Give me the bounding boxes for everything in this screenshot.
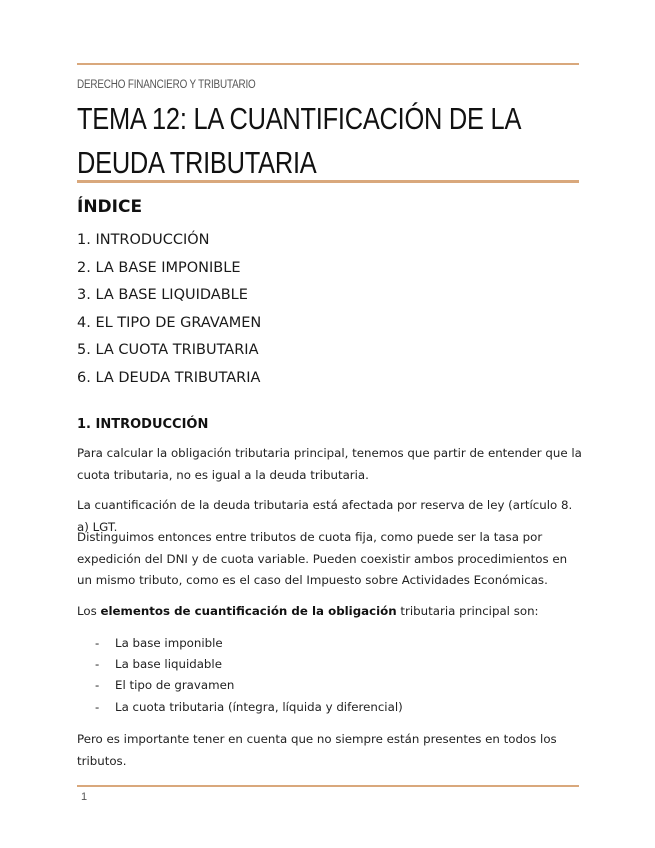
list-item-text: El tipo de gravamen bbox=[115, 678, 235, 693]
table-of-contents bbox=[77, 227, 261, 392]
document-page bbox=[77, 0, 582, 848]
list-item bbox=[77, 654, 403, 675]
paragraph: La cuantificación de la deuda tributaria está afectada por reserva de ley (artículo 8. a) LGT. bbox=[77, 498, 573, 534]
bullet-dash: - bbox=[95, 678, 100, 693]
list-item-text: La base liquidable bbox=[115, 657, 222, 672]
section-heading-introduccion: 1. INTRODUCCIÓN bbox=[77, 417, 209, 432]
subject-label: DERECHO FINANCIERO Y TRIBUTARIO bbox=[77, 79, 256, 91]
bullet-dash: - bbox=[95, 657, 100, 672]
list-item bbox=[77, 675, 403, 696]
header-bottom-rule bbox=[77, 180, 579, 183]
paragraph: Distinguimos entonces entre tributos de cuota fija, como puede ser la tasa por expedición del DNI y de cuota variable. Pueden coexistir ambos procedimientos en un mismo tributo, como es el caso del Impuesto sobre Actividades Económicas. bbox=[77, 530, 568, 587]
bold-phrase: elementos de cuantificación de la obligación bbox=[100, 604, 397, 618]
list-item-text: La cuota tributaria (íntegra, líquida y diferencial) bbox=[115, 699, 403, 714]
toc-item: 4. EL TIPO DE GRAVAMEN bbox=[77, 314, 262, 331]
list-item bbox=[77, 697, 403, 718]
bullet-list bbox=[77, 633, 403, 718]
toc-item: 2. LA BASE IMPONIBLE bbox=[77, 259, 241, 276]
list-item-text: La base imponible bbox=[115, 636, 223, 650]
list-item bbox=[77, 633, 403, 654]
footer-rule bbox=[77, 785, 579, 787]
paragraph-text: Los bbox=[77, 604, 101, 618]
toc-item: 5. LA CUOTA TRIBUTARIA bbox=[77, 342, 259, 358]
index-heading: ÍNDICE bbox=[77, 197, 143, 217]
toc-item: 1. INTRODUCCIÓN bbox=[77, 232, 210, 248]
paragraph: Pero es importante tener en cuenta que no siempre están presentes en todos los tributos. bbox=[77, 732, 557, 768]
paragraph: Para calcular la obligación tributaria principal, tenemos que partir de entender que la cuota tributaria, no es igual a la deuda tributaria. bbox=[77, 446, 582, 482]
paragraph bbox=[77, 601, 582, 623]
paragraph-text: tributaria principal son: bbox=[396, 604, 539, 618]
bullet-dash: - bbox=[95, 636, 100, 650]
toc-item: 6. LA DEUDA TRIBUTARIA bbox=[77, 369, 261, 386]
page-title: TEMA 12: LA CUANTIFICACIÓN DE LA DEUDA TRIBUTARIA bbox=[77, 101, 520, 180]
toc-item: 3. LA BASE LIQUIDABLE bbox=[77, 287, 248, 303]
bullet-dash: - bbox=[95, 699, 100, 714]
header-top-rule bbox=[77, 63, 579, 65]
page-number: 1 bbox=[81, 791, 88, 803]
